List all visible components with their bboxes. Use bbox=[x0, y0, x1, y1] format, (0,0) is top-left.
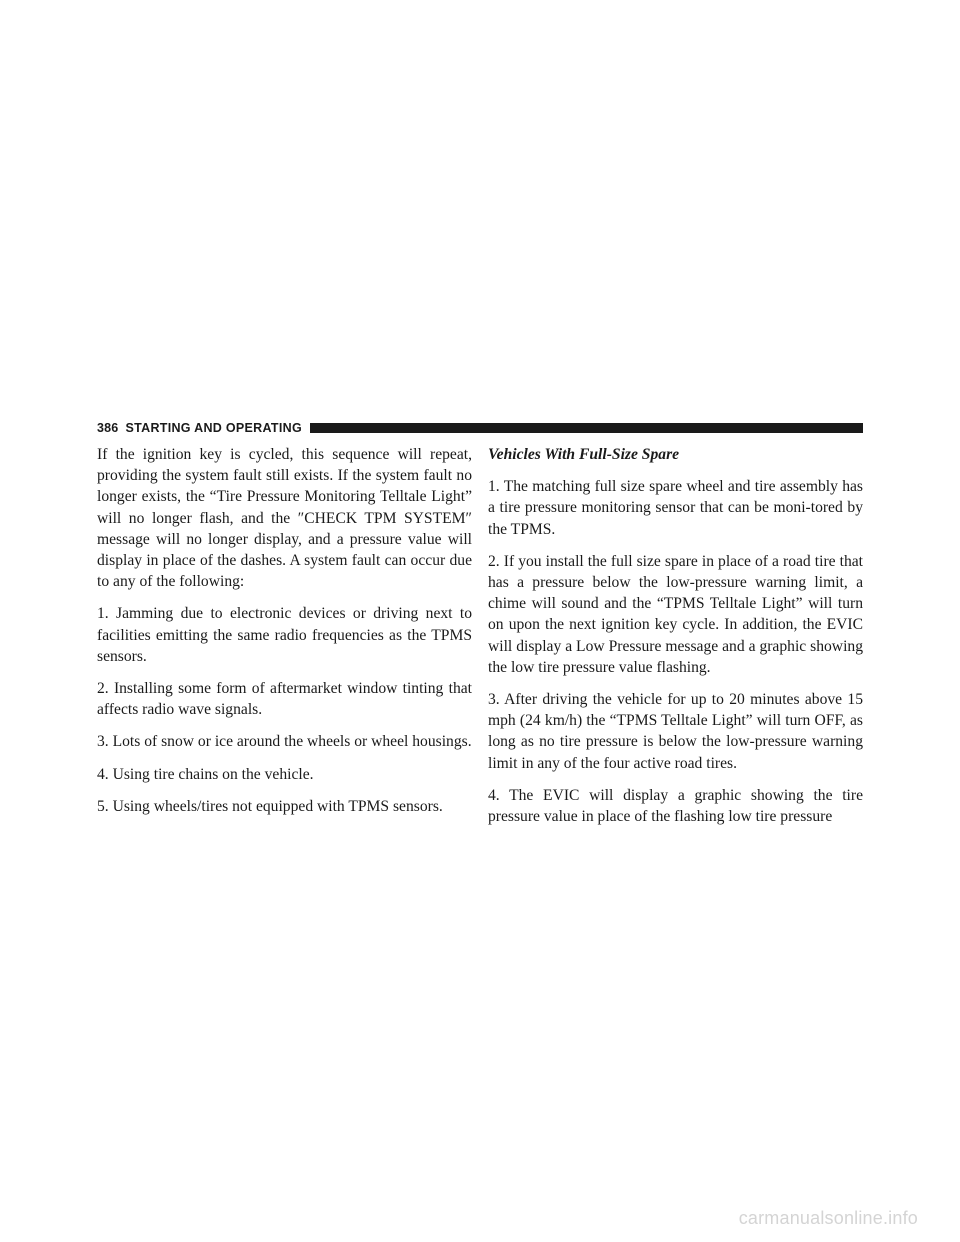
section-title: STARTING AND OPERATING bbox=[125, 421, 302, 435]
list-item-3: 3. Lots of snow or ice around the wheels or wheel housings. bbox=[97, 733, 472, 751]
list-item-4: 4. Using tire chains on the vehicle. bbox=[97, 765, 314, 783]
watermark-link[interactable]: carmanualsonline.info bbox=[738, 1208, 918, 1228]
left-column bbox=[97, 444, 472, 828]
subheading: Vehicles With Full-Size Spare bbox=[488, 446, 680, 463]
list-item-4: 4. The EVIC will display a graphic showing the tire pressure value in place of the flashing low tire pressure bbox=[488, 786, 863, 826]
list-item-1: 1. The matching full size spare wheel and tire assembly has a tire pressure monitoring sensor that can be moni-tored by the TPMS. bbox=[488, 478, 863, 538]
paragraph-intro: If the ignition key is cycled, this sequence will repeat, providing the system fault still exists. If the system fault no longer exists, the “Tire Pressure Monitoring Telltale Light” will no longer flash, and the ″CHECK TPM SYSTEM″ message will no longer display, and a pressure value will display in place of the dashes. A system fault can occur due to any of the following: bbox=[97, 446, 472, 591]
list-item-5: 5. Using wheels/tires not equipped with TPMS sensors. bbox=[97, 797, 443, 815]
list-item-2: 2. If you install the full size spare in place of a road tire that has a pressure below the low-pressure warning limit, a chime will sound and the “TPMS Telltale Light” will turn on upon the next ignition key cycle. In addition, the EVIC will display a Low Pressure message and a graphic showing the low tire pressure value flashing. bbox=[488, 552, 863, 676]
list-item-1: 1. Jamming due to electronic devices or driving next to facilities emitting the same radio frequencies as the TPMS sensors. bbox=[97, 605, 472, 665]
page-number: 386 bbox=[97, 421, 119, 435]
list-item-3: 3. After driving the vehicle for up to 20 minutes above 15 mph (24 km/h) the “TPMS Telltale Light” will turn OFF, as long as no tire pressure is below the low-pressure warning limit in any of the four active road tires. bbox=[488, 691, 863, 772]
header-rule bbox=[310, 423, 863, 433]
list-item-2: 2. Installing some form of aftermarket window tinting that affects radio wave signals. bbox=[97, 680, 472, 719]
page-header bbox=[97, 421, 863, 435]
right-column bbox=[488, 444, 863, 838]
